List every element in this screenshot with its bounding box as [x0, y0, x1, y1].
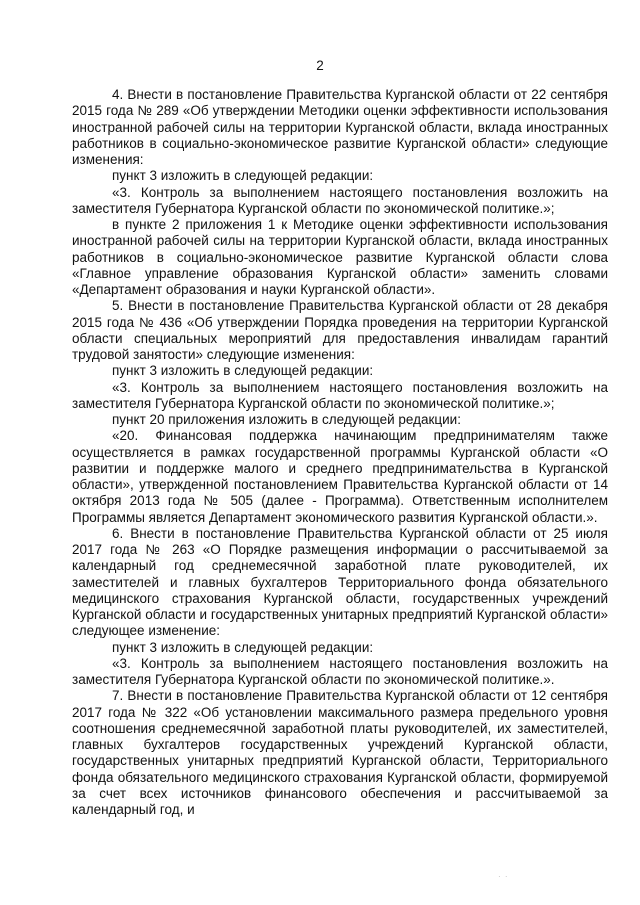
paragraph-quote: «20. Финансовая поддержка начинающим предпринимателям также осуществляется в рамках государственной программы Курганской области «О развитии и поддержке малого и среднего предпринимательства в Курганской области», утвержденной постановлением Правительства Курганской области от 14 октября 2013 года № 505 (далее - Программа). Ответственным исполнителем Программы является Департамент экономического развития Курганской области.». [72, 428, 608, 525]
paragraph-subpoint: пункт 20 приложения изложить в следующей редакции: [112, 412, 461, 427]
paragraph-subpoint: пункт 3 изложить в следующей редакции: [112, 168, 374, 184]
paragraph-quote: «3. Контроль за выполнением настоящего постановления возложить на заместителя Губернатора Курганской области по экономической политике.»; [72, 184, 608, 216]
paragraph-item-4: 4. Внести в постановление Правительства Курганской области от 22 сентября 2015 года № 289 «Об утверждении Методики оценки эффективности использования иностранной рабочей силы на территории Курганской области, вклада иностранных работников в социально-экономическое развитие Курганской области» следующие изменения: [72, 87, 608, 167]
paragraph-amendment: в пункте 2 приложения 1 к Методике оценки эффективности использования иностранной рабочей силы на территории Курганской области, вклада иностранных работников в социально-экономическое развитие Курганской области слова «Главное управление образования Курганской области» заменить словами «Департамент образования и науки Курганской области». [72, 217, 608, 297]
paragraph-quote: «3. Контроль за выполнением настоящего постановления возложить на заместителя Губернатора Курганской области по экономической политике.». [72, 655, 608, 687]
paragraph-subpoint: пункт 3 изложить в следующей редакции: [112, 363, 374, 379]
paragraph-quote: «3. Контроль за выполнением настоящего постановления возложить на заместителя Губернатора Курганской области по экономической политике.»; [72, 379, 608, 411]
document-body [72, 87, 608, 818]
paragraph-item-6: 6. Внести в постановление Правительства Курганской области от 25 июля 2017 года № 263 «О Порядке размещения информации о рассчитываемой за календарный год среднемесячной заработной плате руководителей, их заместителей и главных бухгалтеров Территориального фонда обязательного медицинского страхования Курганской области, государственных учреждений Курганской области и государственных унитарных предприятий Курганской области» следующее изменение: [72, 525, 608, 639]
scan-speck-decoration: · · [498, 872, 509, 881]
paragraph-subpoint: пункт 3 изложить в следующей редакции: [112, 639, 374, 655]
paragraph-item-5: 5. Внести в постановление Правительства Курганской области от 28 декабря 2015 года № 436 «Об утверждении Порядка проведения на территории Курганской области специальных мероприятий для предоставления инвалидам гарантий трудовой занятости» следующие изменения: [72, 298, 608, 362]
paragraph-item-7: 7. Внести в постановление Правительства Курганской области от 12 сентября 2017 года № 322 «Об установлении максимального размера предельного уровня соотношения среднемесячной заработной платы руководителей, их заместителей, главных бухгалтеров государственных учреждений Курганской области, государственных унитарных предприятий Курганской области, Территориального фонда обязательного медицинского страхования Курганской области, формируемой за счет всех источников финансового обеспечения и рассчитываемой за календарный год, и [72, 688, 608, 817]
page-number: 2 [316, 58, 324, 73]
